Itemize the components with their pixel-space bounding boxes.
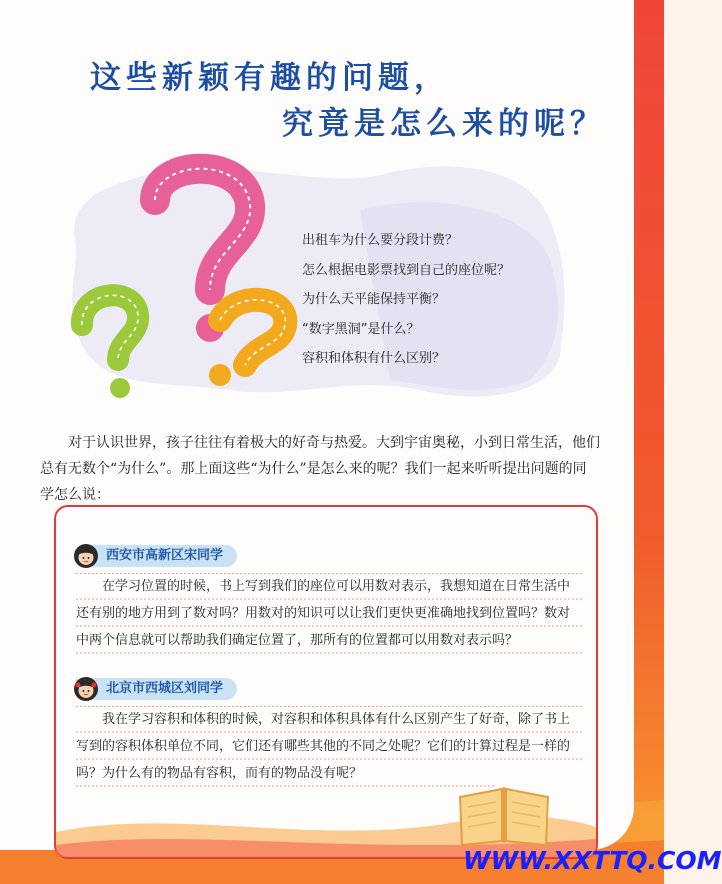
open-book-icon	[454, 779, 554, 849]
student-quotes-box	[54, 505, 598, 859]
girl-avatar-icon	[74, 677, 98, 701]
question-item-4: “数字黑洞”是什么？	[302, 321, 420, 337]
speaker-1-name: 西安市高新区宋同学	[92, 545, 237, 567]
question-item-1: 出租车为什么要分段计费？	[302, 233, 459, 248]
page-title-line-2: 究竟是怎么来的呢？	[282, 106, 606, 142]
question-list	[302, 226, 510, 374]
speaker-2-name: 北京市西城区刘同学	[92, 678, 237, 700]
watermark-text: WWW.XXTTQ.COM	[463, 846, 722, 875]
intro-paragraph: 对于认识世界，孩子往往有着极大的好奇与热爱。大到宇宙奥秘，小到日常生活，他们总有无数个“为什么”。那上面这些“为什么”是怎么来的呢？我们一起来听听提出问题的同学怎么说：	[40, 435, 600, 503]
speaker-1-quote: 在学习位置的时候，书上写到我们的座位可以用数对表示，我想知道在日常生活中还有别的地方用到了数对吗？用数对的知识可以让我们更快更准确地找到位置吗？数对中两个信息就可以帮助我们确定位置了，那所有的位置都可以用数对表示吗？	[76, 573, 582, 654]
speaker-2-quote: 我在学习容积和体积的时候，对容积和体积具体有什么区别产生了好奇，除了书上写到的容积体积单位不同，它们还有哪些其他的不同之处呢？它们的计算过程是一样的吗？为什么有的物品有容积，而有的物品没有呢？	[76, 706, 582, 787]
question-item-5: 容积和体积有什么区别？	[302, 351, 446, 366]
question-item-3: 为什么天平能保持平衡？	[302, 292, 446, 307]
question-item-2: 怎么根据电影票找到自己的座位呢？	[302, 262, 511, 278]
page-title-line-1: 这些新颖有趣的问题，	[90, 60, 450, 96]
speaker-2-label	[74, 677, 237, 701]
girl-avatar-icon	[74, 544, 98, 568]
speaker-1-label	[74, 544, 237, 568]
